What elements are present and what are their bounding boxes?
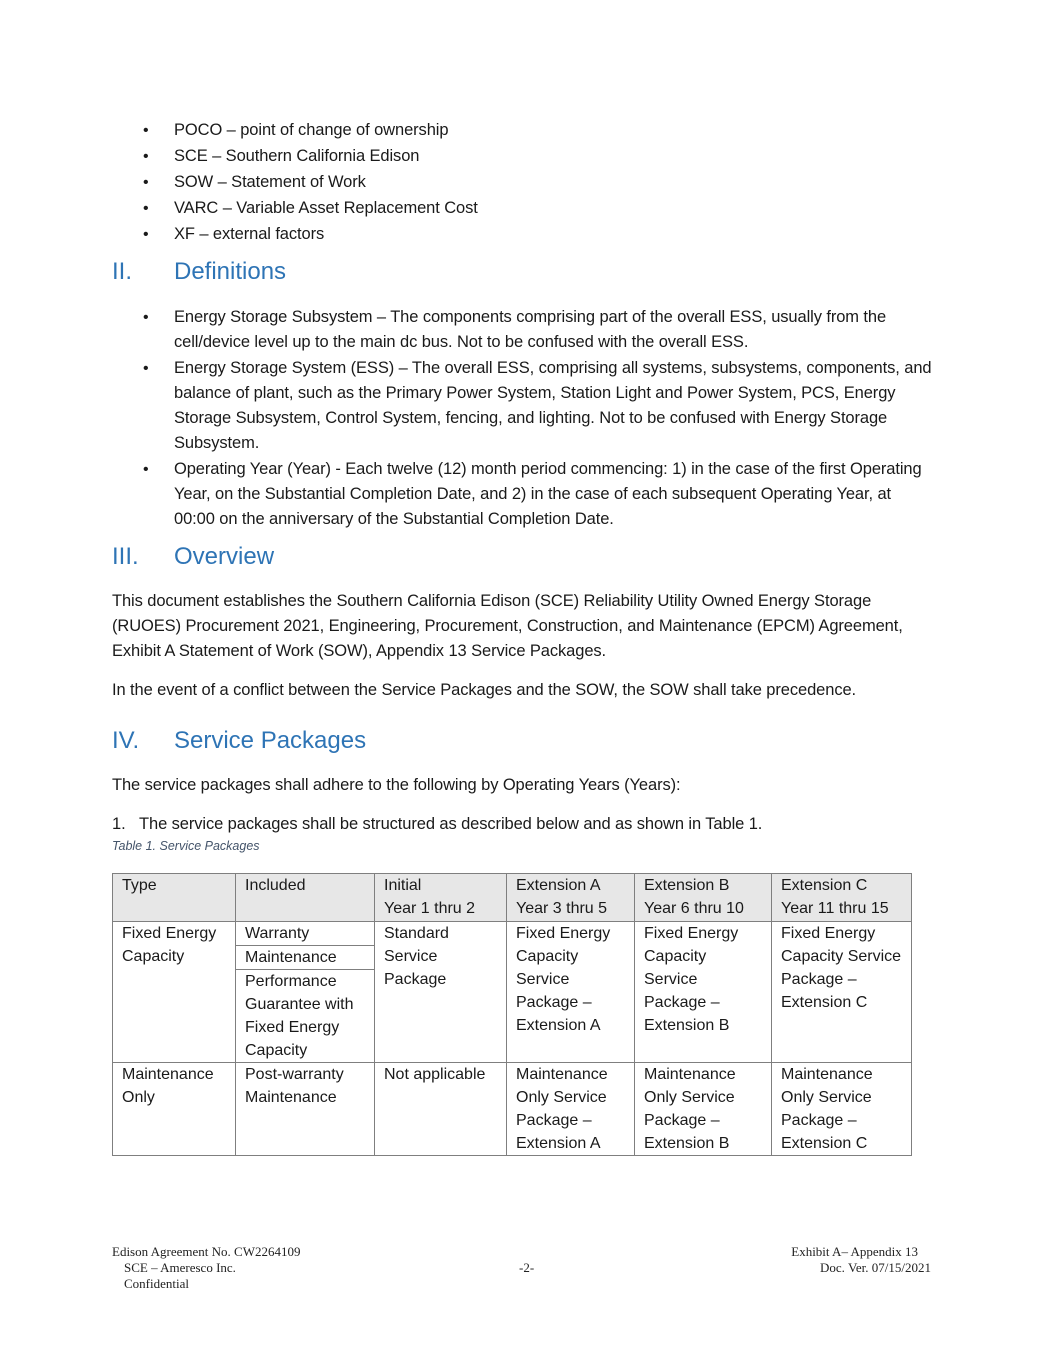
abbreviations-list <box>112 118 932 248</box>
included-item: Warranty <box>236 922 374 946</box>
section-number: II. <box>112 258 133 285</box>
included-item: Performance Guarantee with Fixed Energy Capacity <box>245 973 354 1059</box>
section-heading-definitions <box>112 257 286 287</box>
section-title: Service Packages <box>174 727 367 754</box>
cell-included <box>236 922 375 1063</box>
footer-confidential: Confidential <box>124 1276 189 1291</box>
header-line: Initial <box>384 877 422 894</box>
footer-doc-version: Doc. Ver. 07/15/2021 <box>820 1260 931 1275</box>
cell-included: Post-warranty Maintenance <box>236 1063 375 1156</box>
table-caption: Table 1. Service Packages <box>112 839 260 853</box>
cell-extension-a: Fixed Energy Capacity Service Package – Extension A <box>507 922 635 1063</box>
overview-paragraph: This document establishes the Southern California Edison (SCE) Reliability Utility Owned Energy Storage (RUOES) Procurement 2021, Engineering, Procurement, Construction, and Maintenance (EPCM) Agreement, Exhibit A Statement of Work (SOW), Appendix 13 Service Packages. <box>112 592 903 660</box>
list-item: • Energy Storage Subsystem – The components comprising part of the overall ESS, usually from the cell/device level up to the main dc bus. Not to be confused with the overall ESS. <box>112 305 932 355</box>
section-number: III. <box>112 543 139 570</box>
column-header-extension-a <box>507 874 635 922</box>
cell-extension-c: Fixed Energy Capacity Service Package – Extension C <box>772 922 912 1063</box>
header-line: Year 6 thru 10 <box>644 900 744 917</box>
column-header-extension-c <box>772 874 912 922</box>
header-line: Year 11 thru 15 <box>781 900 889 917</box>
column-header-initial <box>375 874 507 922</box>
section-number: IV. <box>112 727 140 754</box>
header-line: Year 1 thru 2 <box>384 900 476 917</box>
list-item: • SOW – Statement of Work <box>112 170 932 196</box>
footer-exhibit: Exhibit A– Appendix 13 <box>791 1244 918 1259</box>
cell-extension-b: Fixed Energy Capacity Service Package – Extension B <box>635 922 772 1063</box>
table-row <box>113 922 912 1063</box>
cell-initial: Standard Service Package <box>375 922 507 1063</box>
table-row <box>113 1063 912 1156</box>
cell-type: Fixed Energy Capacity <box>113 922 236 1063</box>
footer-right <box>791 1244 931 1276</box>
table-header-row <box>113 874 912 922</box>
header-line: Type <box>122 877 157 894</box>
column-header-type <box>113 874 236 922</box>
cell-extension-b: Maintenance Only Service Package – Extension B <box>635 1063 772 1156</box>
list-item: • VARC – Variable Asset Replacement Cost <box>112 196 932 222</box>
service-packages-intro: The service packages shall adhere to the following by Operating Years (Years): <box>112 776 681 794</box>
cell-type: Maintenance Only <box>113 1063 236 1156</box>
cell-extension-a: Maintenance Only Service Package – Extension A <box>507 1063 635 1156</box>
definitions-list <box>112 305 932 532</box>
section-title: Definitions <box>174 258 287 285</box>
footer-agreement-number: Edison Agreement No. CW2264109 <box>112 1244 301 1259</box>
footer-left <box>112 1244 300 1292</box>
cell-extension-c: Maintenance Only Service Package – Extension C <box>772 1063 912 1156</box>
cell-initial: Not applicable <box>375 1063 507 1156</box>
header-line: Extension B <box>644 877 730 894</box>
header-line: Extension A <box>516 877 601 894</box>
section-heading-service-packages <box>112 726 366 756</box>
numbered-item: 1. The service packages shall be structured as described below and as shown in Table 1. <box>112 815 763 833</box>
header-line: Included <box>245 877 306 894</box>
column-header-included <box>236 874 375 922</box>
included-item: Maintenance <box>236 946 374 970</box>
list-item: • SCE – Southern California Edison <box>112 144 932 170</box>
list-item: • Energy Storage System (ESS) – The overall ESS, comprising all systems, subsystems, components, and balance of plant, such as the Primary Power System, Station Light and Power System, PCS, Energy Storage Subsystem, Control System, fencing, and lighting. Not to be confused with Energy Storage Subsystem. <box>112 356 932 456</box>
list-item: • POCO – point of change of ownership <box>112 118 932 144</box>
column-header-extension-b <box>635 874 772 922</box>
section-title: Overview <box>174 543 275 570</box>
list-item: • XF – external factors <box>112 222 932 248</box>
overview-paragraph: In the event of a conflict between the Service Packages and the SOW, the SOW shall take precedence. <box>112 681 857 699</box>
list-item: • Operating Year (Year) - Each twelve (12) month period commencing: 1) in the case of the first Operating Year, on the Substantial Completion Date, and 2) in the case of each subsequent Operating Year, at 00:00 on the anniversary of the Substantial Completion Date. <box>112 457 932 532</box>
footer-parties: SCE – Ameresco Inc. <box>124 1260 236 1275</box>
service-packages-table <box>112 873 912 1156</box>
header-line: Extension C <box>781 877 868 894</box>
section-heading-overview <box>112 542 274 572</box>
header-line: Year 3 thru 5 <box>516 900 608 917</box>
footer-page-number: -2- <box>519 1260 535 1275</box>
